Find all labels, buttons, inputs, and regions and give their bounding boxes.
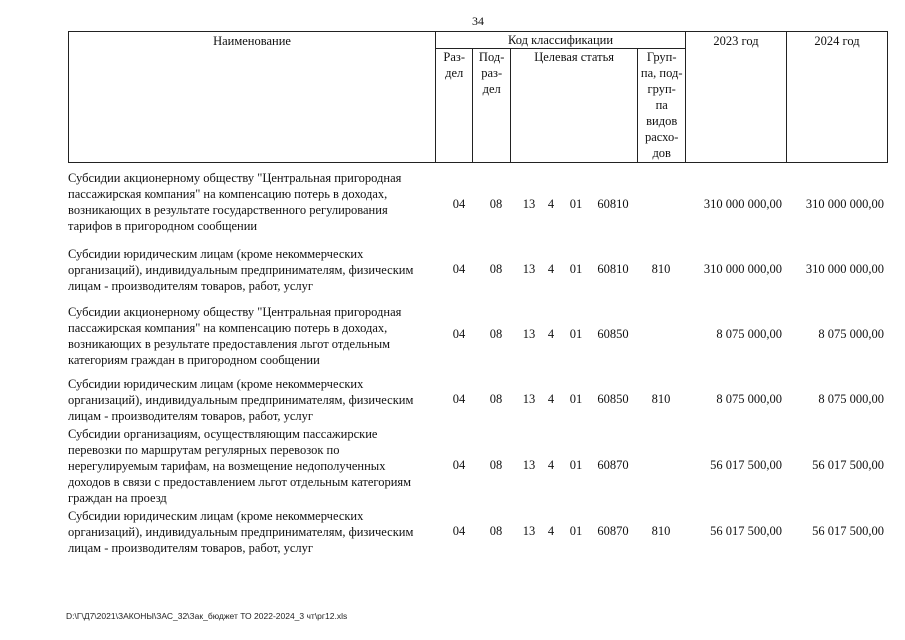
cell-razdel: 04: [452, 458, 466, 472]
file-path-footer: D:\Г\Д7\2021\ЗАКОНЫ\ЗАС_32\Зак_бюджет ТО 2022-2024_3 чт\рг12.xls: [66, 611, 348, 621]
header-group: Груп- па, под- груп- па видов расхо- дов: [638, 49, 686, 163]
row-name: Субсидии организациям, осуществляющим пассажирские перевозки по маршрутам регулярных перевозок по нерегулируемым тарифам, на возмещение недополученных доходов в связи с предоставлением льгот отдельным категориям граждан на проезд: [68, 427, 412, 505]
cell-target-2: 4: [547, 327, 555, 341]
cell-target-3: 01: [569, 458, 583, 472]
cell-2024: 310 000 000,00: [805, 197, 884, 211]
header-2023: 2023 год: [686, 32, 787, 163]
cell-target-1: 13: [522, 458, 536, 472]
cell-target-3: 01: [569, 197, 583, 211]
cell-podrazdel: 08: [489, 197, 503, 211]
cell-target-4: 60850: [597, 392, 629, 406]
header-code-group: Код классификации: [436, 32, 686, 49]
cell-target-3: 01: [569, 262, 583, 276]
cell-target-3: 01: [569, 524, 583, 538]
row-name: Субсидии юридическим лицам (кроме некоммерческих организаций), индивидуальным предпринимателям, физическим лицам - производителям товаров, работ, услуг: [68, 247, 414, 293]
row-name: Субсидии акционерному обществу "Центральная пригородная пассажирская компания" на компенсацию потерь в доходах, возникающих в результате государственного регулирования тарифов в пригородном сообщении: [68, 171, 402, 233]
cell-podrazdel: 08: [489, 327, 503, 341]
cell-2023: 310 000 000,00: [703, 197, 782, 211]
cell-podrazdel: 08: [489, 524, 503, 538]
cell-razdel: 04: [452, 392, 466, 406]
cell-razdel: 04: [452, 524, 466, 538]
cell-target-3: 01: [569, 392, 583, 406]
table-header: [68, 31, 888, 163]
cell-podrazdel: 08: [489, 262, 503, 276]
row-name: Субсидии юридическим лицам (кроме некоммерческих организаций), индивидуальным предпринимателям, физическим лицам - производителям товаров, работ, услуг: [68, 377, 414, 423]
cell-group: 810: [651, 524, 671, 538]
cell-target-2: 4: [547, 197, 555, 211]
cell-target-1: 13: [522, 524, 536, 538]
cell-target-1: 13: [522, 262, 536, 276]
page-number: 34: [472, 14, 484, 28]
cell-2023: 310 000 000,00: [703, 262, 782, 276]
row-name: Субсидии акционерному обществу "Центральная пригородная пассажирская компания" на компенсацию потерь в доходах, возникающих в результате предоставления льгот отдельным категориям граждан в пригородном сообщении: [68, 305, 402, 367]
cell-2024: 8 075 000,00: [818, 327, 884, 341]
cell-target-4: 60870: [597, 524, 629, 538]
cell-2023: 8 075 000,00: [716, 327, 782, 341]
cell-target-1: 13: [522, 327, 536, 341]
cell-razdel: 04: [452, 197, 466, 211]
cell-target-2: 4: [547, 458, 555, 472]
cell-2023: 56 017 500,00: [710, 458, 782, 472]
cell-target-4: 60810: [597, 262, 629, 276]
cell-2024: 56 017 500,00: [812, 524, 884, 538]
cell-target-3: 01: [569, 327, 583, 341]
cell-target-2: 4: [547, 392, 555, 406]
cell-2024: 8 075 000,00: [818, 392, 884, 406]
cell-2023: 8 075 000,00: [716, 392, 782, 406]
header-target-article: Целевая статья: [510, 49, 638, 163]
cell-podrazdel: 08: [489, 458, 503, 472]
header-name: Наименование: [69, 32, 436, 163]
row-name: Субсидии юридическим лицам (кроме некоммерческих организаций), индивидуальным предпринимателям, физическим лицам - производителям товаров, работ, услуг: [68, 509, 414, 555]
cell-2024: 56 017 500,00: [812, 458, 884, 472]
cell-target-1: 13: [522, 392, 536, 406]
cell-group: 810: [651, 392, 671, 406]
cell-2023: 56 017 500,00: [710, 524, 782, 538]
cell-target-4: 60810: [597, 197, 629, 211]
header-podrazdel: Под- раз- дел: [473, 49, 510, 163]
cell-2024: 310 000 000,00: [805, 262, 884, 276]
cell-target-2: 4: [547, 524, 555, 538]
cell-target-1: 13: [522, 197, 536, 211]
cell-target-4: 60850: [597, 327, 629, 341]
cell-target-4: 60870: [597, 458, 629, 472]
cell-group: 810: [651, 262, 671, 276]
header-2024: 2024 год: [787, 32, 888, 163]
cell-podrazdel: 08: [489, 392, 503, 406]
cell-razdel: 04: [452, 262, 466, 276]
header-razdel: Раз- дел: [436, 49, 473, 163]
cell-razdel: 04: [452, 327, 466, 341]
cell-target-2: 4: [547, 262, 555, 276]
